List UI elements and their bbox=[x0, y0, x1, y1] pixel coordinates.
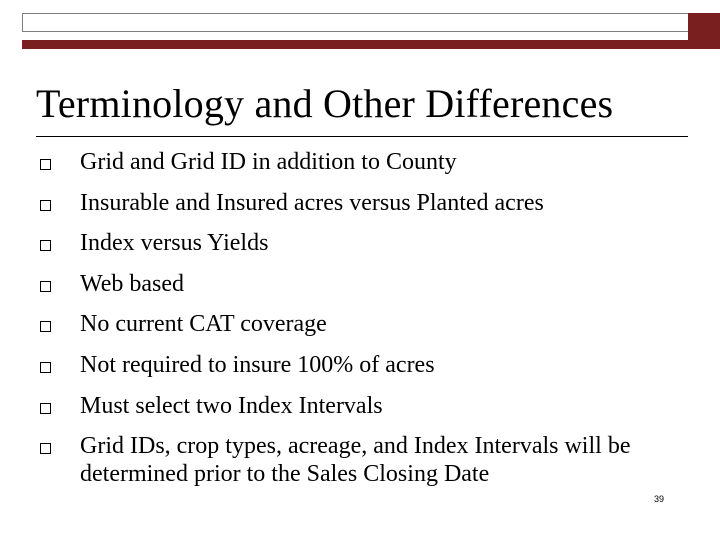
list-item bbox=[40, 392, 700, 420]
bullet-text: Must select two Index Intervals bbox=[80, 392, 383, 419]
hollow-square-bullet-icon bbox=[40, 362, 51, 373]
list-item bbox=[40, 148, 700, 176]
hollow-square-bullet-icon bbox=[40, 403, 51, 414]
bullet-text: Index versus Yields bbox=[80, 230, 269, 257]
bullet-text: Grid and Grid ID in addition to County bbox=[80, 149, 457, 175]
page-number: 39 bbox=[654, 494, 665, 504]
title-divider bbox=[36, 136, 688, 137]
top-outline-bar bbox=[22, 13, 698, 32]
bullet-text: Insurable and Insured acres versus Planted acres bbox=[80, 189, 544, 216]
top-decorative-band bbox=[22, 13, 720, 40]
hollow-square-bullet-icon bbox=[40, 200, 51, 211]
list-item bbox=[40, 229, 700, 257]
hollow-square-bullet-icon bbox=[40, 281, 51, 292]
bullet-text: Web based bbox=[80, 270, 185, 297]
list-item bbox=[40, 432, 700, 488]
list-item bbox=[40, 351, 700, 379]
hollow-square-bullet-icon bbox=[40, 240, 51, 251]
top-accent-square bbox=[688, 13, 720, 40]
bullet-text: No current CAT coverage bbox=[80, 311, 327, 338]
bullet-text: Grid IDs, crop types, acreage, and Index Intervals will be determined prior to the Sales Closing Date bbox=[80, 433, 631, 488]
hollow-square-bullet-icon bbox=[40, 159, 51, 170]
bullet-list bbox=[40, 148, 700, 488]
list-item bbox=[40, 310, 700, 338]
top-accent-bar bbox=[22, 40, 720, 49]
list-item bbox=[40, 189, 700, 217]
hollow-square-bullet-icon bbox=[40, 321, 51, 332]
list-item bbox=[40, 270, 700, 298]
slide-title: Terminology and Other Differences bbox=[36, 81, 614, 126]
bullet-text: Not required to insure 100% of acres bbox=[80, 351, 435, 378]
hollow-square-bullet-icon bbox=[40, 443, 51, 454]
